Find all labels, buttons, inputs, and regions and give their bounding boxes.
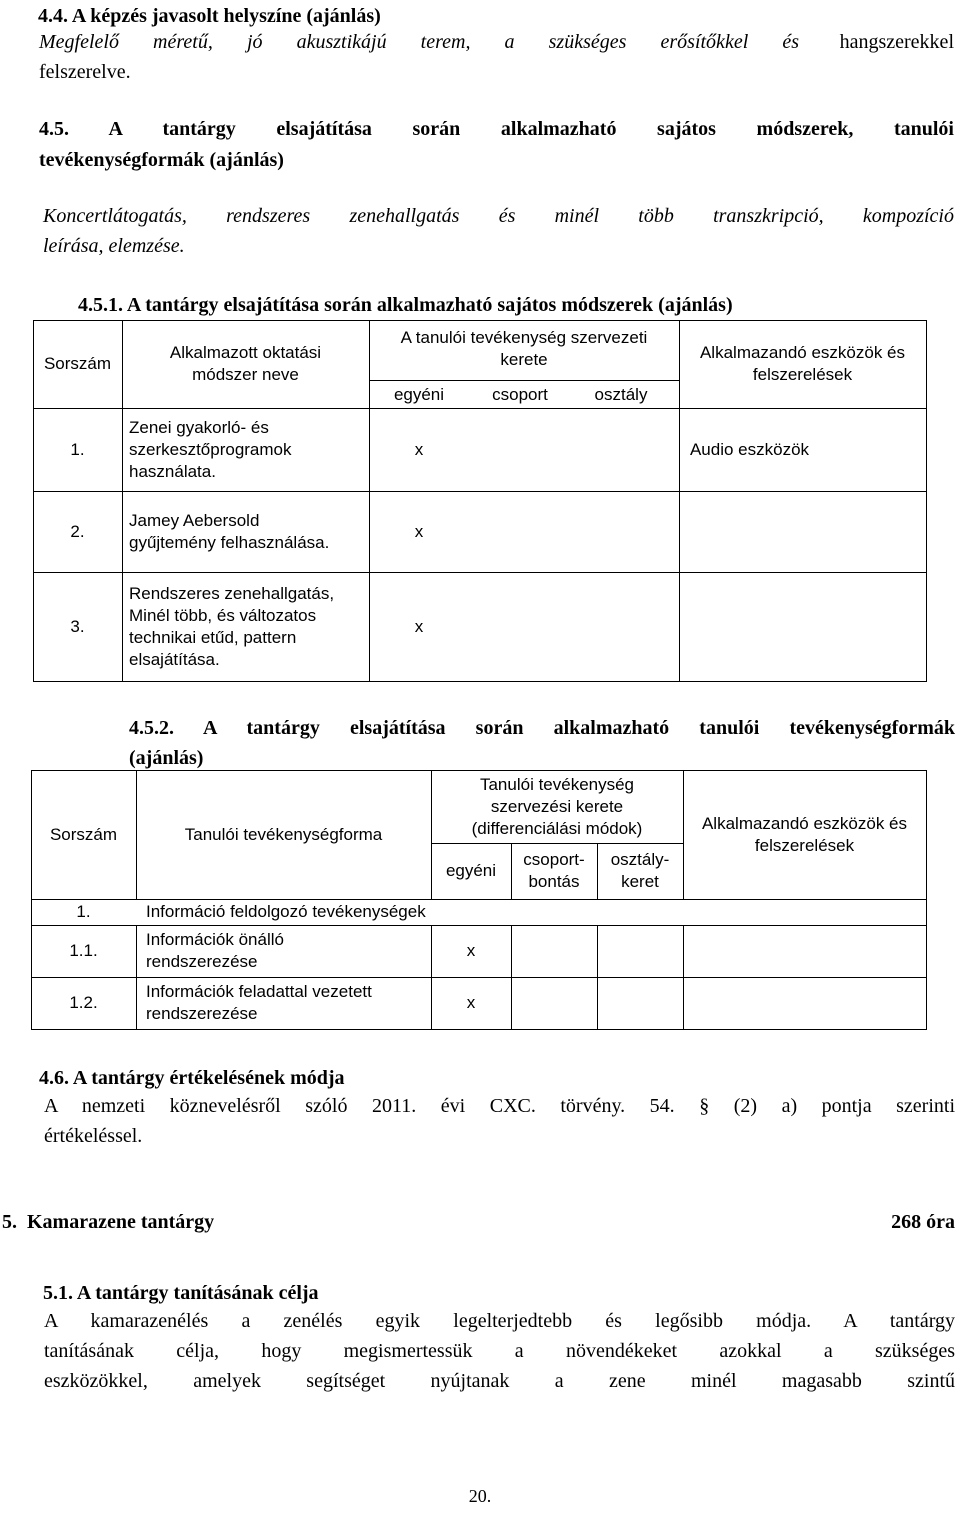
section-5-hours: 268 óra (891, 1211, 955, 1233)
sub-header-csoport: csoport- bontás (523, 850, 585, 891)
section-4-5-text-line1: Koncertlátogatás, rendszeres zenehallgatás és minél több transzkripció, kompozíció (43, 205, 954, 227)
section-4-5-1-heading: 4.5.1. A tantárgy elsajátítása során alkalmazható sajátos módszerek (ajánlás) (78, 294, 733, 316)
table-row-name: Rendszeres zenehallgatás, Minél több, és változatos technikai etűd, pattern elsajátítása. (129, 583, 335, 669)
table-row-num: 1. (70, 439, 85, 459)
section-4-4-text-tail: hangszerekkel (839, 31, 954, 53)
group-row-label: Információ feldolgozó tevékenységek (146, 902, 426, 921)
sub-header-egyeni: egyéni (445, 861, 497, 880)
section-5-1-text-line1: A kamarazenélés a zenélés egyik legelterjedtebb és legősibb módja. A tantárgy (44, 1310, 955, 1332)
section-4-5-heading-line2: tevékenységformák (ajánlás) (39, 149, 284, 171)
page-number: 20. (468, 1486, 492, 1506)
section-4-5-heading-line1: 4.5. A tantárgy elsajátítása során alkalmazható sajátos módszerek, tanulói (39, 118, 954, 140)
table-row-egyeni-mark: x (414, 616, 424, 636)
section-5-1-text-line3: eszközökkel, amelyek segítséget nyújtanak a zene minél magasabb szintű (44, 1370, 955, 1392)
section-5-heading: 5. Kamarazene tantárgy (2, 1211, 215, 1233)
table-row-num: 3. (70, 616, 85, 636)
col-header-tools: Alkalmazandó eszközök és felszerelések (701, 813, 908, 855)
table-row-tools: Audio eszközök (689, 439, 810, 459)
sub-header-osztaly: osztály- keret (610, 850, 670, 891)
sub-header-egyeni: egyéni (393, 385, 445, 404)
col-header-form: Tanulói tevékenységforma (184, 824, 383, 844)
col-header-method: Alkalmazott oktatási módszer neve (169, 343, 322, 384)
table-row-name: Jamey Aebersold gyűjtemény felhasználása. (129, 510, 330, 552)
group-row-num: 1. (76, 902, 91, 921)
sub-header-csoport: csoport (492, 385, 548, 404)
table-row-label: Információk feladattal vezetett rendszerezése (146, 982, 372, 1023)
table-row-egyeni-mark: x (466, 941, 476, 960)
section-4-5-2-heading-line1: 4.5.2. A tantárgy elsajátítása során alkalmazható tanulói tevékenységformák (129, 717, 955, 739)
table-row-num: 1.1. (69, 941, 98, 960)
section-4-4-text-italic: Megfelelő méretű, jó akusztikájú terem, a szükséges erősítőkkel és (39, 31, 799, 53)
section-4-6-text-line1: A nemzeti köznevelésről szóló 2011. évi CXC. törvény. 54. § (2) a) pontja szerinti (44, 1095, 955, 1117)
table-row-num: 1.2. (69, 993, 98, 1012)
table-row-egyeni-mark: x (466, 993, 476, 1012)
section-4-4-text-line2: felszerelve. (39, 61, 131, 83)
section-4-4-text-line1 (39, 27, 954, 57)
sub-header-osztaly: osztály (594, 385, 648, 404)
col-header-org: Tanulói tevékenység szervezési kerete (differenciálási módok) (471, 774, 643, 838)
section-4-6-text-line2: értékeléssel. (44, 1125, 143, 1147)
table-row-name: Zenei gyakorló- és szerkesztőprogramok használata. (129, 417, 292, 481)
col-header-sorszam: Sorszám (43, 354, 112, 373)
table-row-egyeni-mark: x (414, 521, 424, 541)
section-5-1-text-line2: tanításának célja, hogy megismertessük a növendékeket azokkal a szükséges (44, 1340, 955, 1362)
section-4-6-heading: 4.6. A tantárgy értékelésének módja (39, 1067, 345, 1089)
section-4-4-heading: 4.4. A képzés javasolt helyszíne (ajánlás) (38, 5, 381, 27)
table-row-num: 2. (70, 521, 85, 541)
col-header-tools: Alkalmazandó eszközök és felszerelések (699, 343, 906, 384)
methods-table (33, 320, 927, 682)
section-5-1-heading: 5.1. A tantárgy tanításának célja (43, 1282, 319, 1304)
activity-forms-table (31, 770, 927, 1030)
section-4-5-text-line2: leírása, elemzése. (43, 235, 185, 257)
col-header-org: A tanulói tevékenység szervezeti kerete (400, 328, 648, 369)
table-row-label: Információk önálló rendszerezése (146, 930, 284, 971)
section-4-5-2-heading-line2: (ajánlás) (129, 747, 204, 769)
table-row-egyeni-mark: x (414, 439, 424, 459)
col-header-sorszam: Sorszám (49, 824, 118, 844)
